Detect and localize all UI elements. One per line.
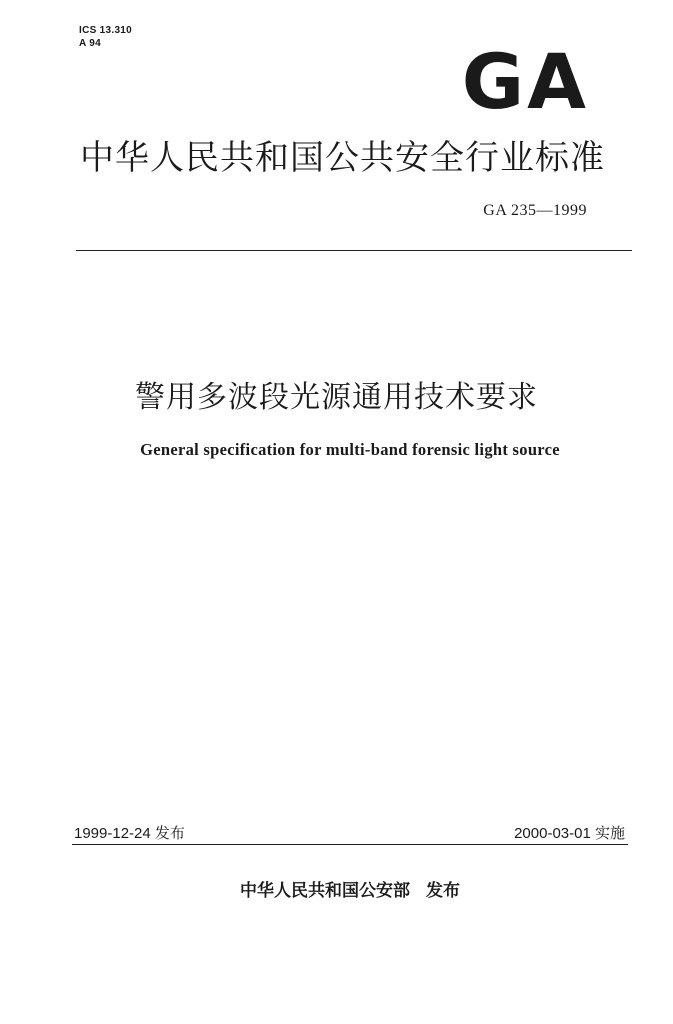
top-divider: [76, 250, 632, 251]
classification-codes: [79, 24, 132, 50]
implementation-date: 2000-03-01 实施: [514, 825, 625, 842]
issue-date: 1999-12-24 发布: [74, 825, 185, 842]
ics-code: ICS 13.310: [79, 25, 133, 36]
bottom-divider: [72, 844, 628, 845]
ga-logo: GA: [461, 37, 589, 126]
document-title: 警用多波段光源通用技术要求: [135, 380, 538, 415]
publisher: 中华人民共和国公安部 发布: [240, 881, 460, 901]
document-subtitle: General specification for multi-band forensic light source: [140, 440, 560, 459]
standard-number: GA 235—1999: [483, 202, 587, 219]
standard-title: 中华人民共和国公共安全行业标准: [80, 138, 605, 178]
class-code: A 94: [79, 38, 101, 49]
